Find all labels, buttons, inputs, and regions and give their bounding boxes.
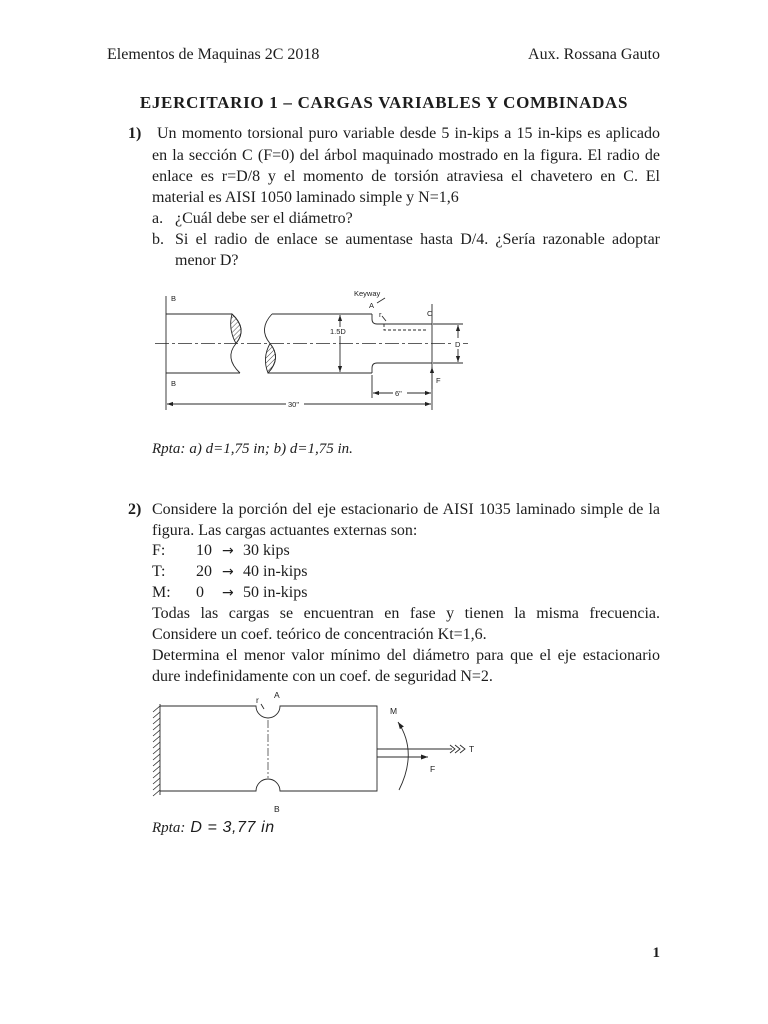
label-force: F <box>436 376 441 385</box>
label-section-c: C <box>427 309 433 318</box>
problem2-line: Considere la porción del eje estacionario de AISI 1035 laminado simple de la <box>152 501 660 518</box>
question-b-marker: b. <box>152 231 164 248</box>
load-arrow-icon: → <box>222 543 234 559</box>
label-radius: r <box>256 695 259 705</box>
load-from: 0 <box>196 584 204 601</box>
problem2-line: Todas las cargas se encuentran en fase y tienen la misma frecuencia. <box>152 605 660 622</box>
problem2-line: figura. Las cargas actuantes externas son: <box>152 522 418 539</box>
problem2-number: 2) <box>128 501 142 518</box>
page-title: EJERCITARIO 1 – CARGAS VARIABLES Y COMBINADAS <box>139 93 629 112</box>
label-section-b-top: B <box>171 294 177 303</box>
label-small-diameter: D <box>455 340 461 349</box>
problem1-number: 1) <box>128 125 142 142</box>
problem2-answer <box>152 818 275 838</box>
load-from: 20 <box>196 563 212 580</box>
label-total-length: 30" <box>288 400 300 409</box>
load-symbol: M: <box>152 584 171 601</box>
shaft-figure <box>150 286 470 416</box>
problem1-line: en la sección C (F=0) del árbol maquinado mostrado en la figura. El radio de <box>152 147 660 164</box>
keyway-leader <box>377 298 385 303</box>
load-to: 50 in-kips <box>243 584 308 601</box>
label-large-diameter: 1.5D <box>330 327 346 336</box>
label-force: F <box>430 764 436 774</box>
load-arrow-icon: → <box>222 564 234 580</box>
load-to: 40 in-kips <box>243 563 308 580</box>
label-keyway: Keyway <box>354 289 381 298</box>
radius-leader <box>382 316 386 321</box>
question-b-text: Si el radio de enlace se aumentase hasta D/4. ¿Sería razonable adoptar <box>175 231 660 248</box>
question-a-marker: a. <box>152 210 164 227</box>
problem1-line: Un momento torsional puro variable desde 5 in-kips a 15 in-kips es aplicado <box>157 125 660 142</box>
question-b-text: menor D? <box>175 252 239 269</box>
moment-arrow <box>398 722 408 790</box>
label-point-b: B <box>274 804 280 814</box>
header-course: Elementos de Maquinas 2C 2018 <box>107 46 320 63</box>
load-symbol: T: <box>152 563 166 580</box>
radius-leader <box>261 704 264 709</box>
label-point-a: A <box>274 690 280 700</box>
page-number: 1 <box>652 945 660 961</box>
problem2-line: Determina el menor valor mínimo del diámetro para que el eje estacionario <box>152 647 660 664</box>
problem1-answer <box>152 439 353 459</box>
torque-arrow-icon <box>450 745 465 753</box>
label-step-length: 6" <box>395 389 402 398</box>
break-hatch-right <box>265 344 275 374</box>
question-a-text: ¿Cuál debe ser el diámetro? <box>175 210 353 227</box>
load-arrow-icon: → <box>222 585 234 601</box>
label-radius: r <box>379 310 382 319</box>
break-hatch-left <box>231 314 241 344</box>
answer-prefix: Rpta: <box>152 820 186 836</box>
answer-value: a) d=1,75 in; b) d=1,75 in. <box>189 441 353 457</box>
shaft-outline <box>160 706 377 791</box>
wall-hatching <box>153 706 160 796</box>
header-author: Aux. Rossana Gauto <box>528 46 660 63</box>
load-symbol: F: <box>152 542 166 559</box>
label-torque: T <box>469 744 475 754</box>
keyway-outline <box>384 324 426 330</box>
load-to: 30 kips <box>243 542 290 559</box>
answer-prefix: Rpta: <box>152 441 186 457</box>
shoulder-fillet-bottom <box>372 363 432 373</box>
answer-value: D = 3,77 in <box>190 819 275 836</box>
problem2-line: dure indefinidamente con un coef. de seguridad N=2. <box>152 668 493 685</box>
notched-shaft-figure <box>145 688 485 818</box>
problem1-line: material es AISI 1050 laminado simple y N=1,6 <box>152 189 459 206</box>
label-moment: M <box>390 706 398 716</box>
problem2-line: Considere un coef. teórico de concentración Kt=1,6. <box>152 626 487 643</box>
problem1-line: enlace es r=D/8 y el momento de torsión atraviesa el chavetero en C. El <box>152 168 660 185</box>
label-point-a: A <box>369 301 375 310</box>
label-section-b-bottom: B <box>171 379 177 388</box>
load-from: 10 <box>196 542 212 559</box>
